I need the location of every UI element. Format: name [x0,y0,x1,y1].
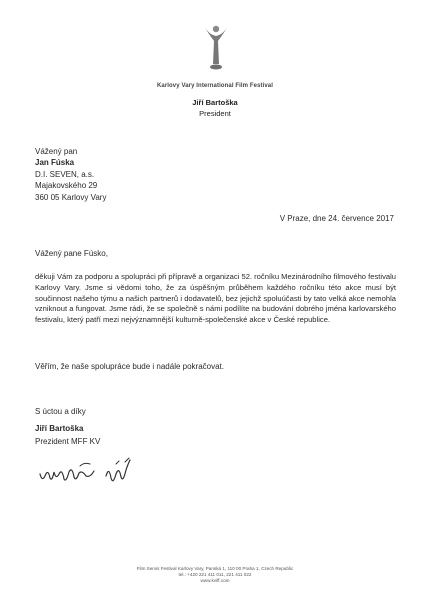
festival-statuette-icon [202,24,230,72]
recipient-company: D.I. SEVEN, a.s. [35,169,95,179]
signer-name: Jiří Bartoška [35,424,84,433]
recipient-name: Jan Fúska [35,158,75,168]
salutation: Vážený pane Fúsko, [35,249,108,258]
recipient-greeting: Vážený pan [35,147,78,156]
footer-website: www.kviff.com [200,578,230,583]
sender-role: President [199,109,231,118]
handwritten-signature [36,452,154,490]
recipient-city: 360 05 Karlovy Vary [35,192,107,202]
signer-role: Prezident MFF KV [35,437,101,446]
letter-footer [0,566,430,584]
recipient-street: Majakovského 29 [35,181,98,191]
recipient-address [35,146,106,203]
festival-name: Karlovy Vary International Film Festival [156,83,274,89]
regards: S úctou a díky [35,407,86,416]
closing-line: Věřím, že naše spolupráce bude i nadále pokračovat. [35,362,225,371]
footer-phone: tel.: +420 221 411 011, 221 411 022 [178,572,252,577]
letter-date: V Praze, dne 24. července 2017 [279,214,394,223]
sender-name: Jiří Bartoška [192,98,238,107]
footer-address: Film Servis Festival Karlovy Vary, Panská 1, 110 00 Praha 1, Czech Republic [136,566,294,571]
letter-body: děkuji Vám za podporu a spolupráci při přípravě a organizaci 52. ročníku Mezinárodního filmového festivalu Karlovy Vary. Jsme si vědomi toho, že za úspěšným průběhem každého ročníku této akce musí být součinnost našeho týmu a našich partnerů i dodavatelů, bez jejichž spoluúčasti by tato velká akce nemohla vzniknout a fungovat. Jsme rádi, že se společně s námi podílíte na budování dobrého jména karlovarského festivalu, který patří mezi nejvýznamnější kulturně-společenské akce v České republice. [35,272,396,325]
